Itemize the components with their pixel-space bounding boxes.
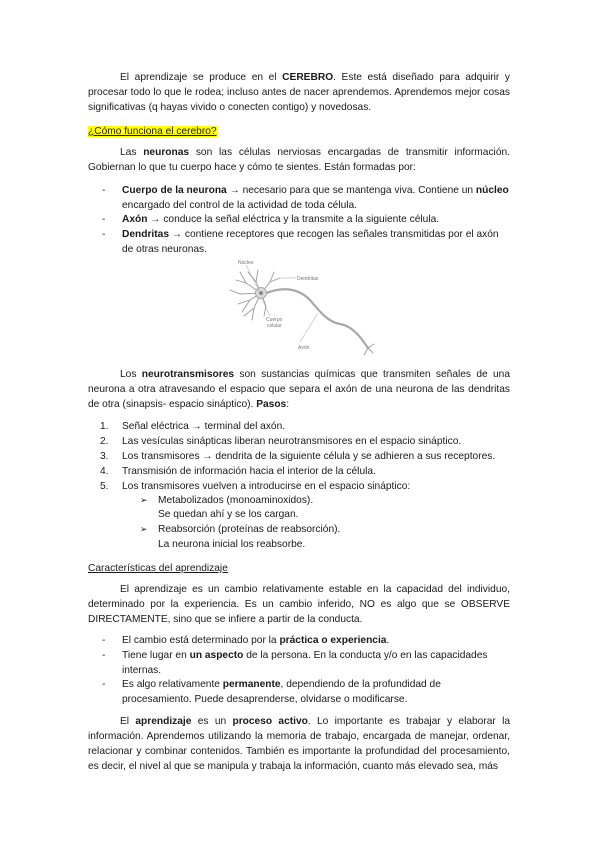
intro-text-2: . Este está diseñado para adquirir y procesar todo lo que le rodea; incluso antes de nacer aprendemos. Aprendemos mejor cosas significativas (q hayas vivido o conecten contigo) y novedosas. <box>88 72 510 113</box>
heading-caracteristicas <box>88 561 228 576</box>
feature-text-1: Tiene lugar en <box>122 650 190 661</box>
neurotrans-bold: neurotransmisores <box>141 369 235 380</box>
substep-line-2: La neurona inicial los reabsorbe. <box>158 539 306 550</box>
part-text: → necesario para que se mantenga viva. Contiene un <box>226 185 476 196</box>
part-text-2: encargado del control de la actividad de toda célula. <box>122 200 358 211</box>
part-bold-2: núcleo <box>475 185 509 196</box>
neuronas-text-1: Las <box>120 147 144 158</box>
part-text: → contiene receptores que recogen las señales transmitidas por el axón de otras neuronas. <box>122 229 499 255</box>
substep-item <box>140 522 510 537</box>
label-cuerpo: Cuerpo <box>266 317 283 323</box>
final-bold-proceso: proceso activo <box>232 716 308 727</box>
arrow-bullet-icon: ➢ <box>140 495 148 505</box>
part-bold: Axón <box>122 214 148 225</box>
feature-text-1: Es algo relativamente <box>122 679 223 690</box>
feature-item <box>102 633 510 648</box>
neuron-diagram <box>228 258 378 358</box>
neuronas-text-2: son las células nerviosas encargadas de transmitir información. Gobiernan lo que tu cuerpo hace y cómo te sientes. Están formadas por: <box>88 147 510 173</box>
heading-como-funciona <box>88 124 217 139</box>
intro-paragraph <box>88 70 510 115</box>
neurotrans-text-2: son sustancias químicas que transmiten señales de una neurona a otra atravesando el espacio que separa el axón de una neurona de las dendritas de otra (sinapsis- espacio sináptico). <box>88 369 511 410</box>
step-number: 3. <box>100 451 109 462</box>
final-text-3: . Lo importante es trabajar y elaborar la información. Aprendemos utilizando la memoria de trabajo, encargada de manejar, ordenar, relacionar y combinar contenidos. También es importante la profundidad del procesamiento, es decir, el nivel al que se manipula y trabaja la información, cuanto más elevado sea, más <box>88 716 511 772</box>
feature-item <box>102 677 510 707</box>
part-text: → conduce la señal eléctrica y la transmite a la siguiente célula. <box>147 214 440 225</box>
feature-bold: práctica o experiencia <box>279 635 387 646</box>
step-item <box>100 434 510 449</box>
feature-text-2: , dependiendo de la profundidad de procesamiento. Puede desaprenderse, olvidarse o modificarse. <box>122 679 441 705</box>
intro-bold-cerebro: CEREBRO <box>282 72 334 83</box>
list-item-dendritas <box>102 227 510 257</box>
step-text: Señal eléctrica → terminal del axón. <box>122 421 286 432</box>
list-bullet: - <box>102 229 106 240</box>
list-item-cuerpo <box>102 183 510 213</box>
list-bullet: - <box>102 635 106 646</box>
part-bold: Dendritas <box>122 229 169 240</box>
final-bold-aprendizaje: aprendizaje <box>135 716 192 727</box>
neurotransmisores-paragraph <box>88 367 510 412</box>
feature-text-1: El cambio está determinado por la <box>122 635 280 646</box>
list-bullet: - <box>102 185 106 196</box>
list-bullet: - <box>102 679 106 690</box>
step-number: 4. <box>100 466 109 477</box>
substep-line-2: Se quedan ahí y se los cargan. <box>158 509 299 520</box>
neurotrans-text-3: : <box>286 399 290 410</box>
step-number: 5. <box>100 481 109 492</box>
label-nucleo: Núcleo <box>238 260 254 266</box>
neurotrans-text-1: Los <box>120 369 142 380</box>
step-number: 1. <box>100 421 109 432</box>
list-bullet: - <box>102 650 106 661</box>
list-bullet: - <box>102 214 106 225</box>
step-number: 2. <box>100 436 109 447</box>
substep-item <box>140 493 510 508</box>
neuronas-paragraph <box>88 145 510 175</box>
step-text: Transmisión de información hacia el interior de la célula. <box>122 466 376 477</box>
feature-bold: permanente <box>222 679 281 690</box>
substep-note <box>158 507 510 522</box>
part-bold: Cuerpo de la neurona <box>122 185 227 196</box>
step-text: Las vesículas sinápticas liberan neurotransmisores en el espacio sináptico. <box>122 436 462 447</box>
neurotrans-bold-pasos: Pasos <box>256 399 287 410</box>
feature-bold: un aspecto <box>189 650 244 661</box>
list-item-axon <box>102 212 510 227</box>
step-item <box>100 479 510 494</box>
step-item <box>100 419 510 434</box>
substep-line-1: Reabsorción (proteínas de reabsorción). <box>158 524 341 535</box>
substep-note <box>158 537 510 552</box>
heading-caracteristicas-text: Características del aprendizaje <box>88 563 228 574</box>
step-text: Los transmisores vuelven a introducirse en el espacio sináptico: <box>122 481 411 492</box>
step-item <box>100 464 510 479</box>
final-text-1: El <box>120 716 136 727</box>
feature-text-2: . <box>386 635 390 646</box>
aprendizaje-paragraph: El aprendizaje es un cambio relativamente estable en la capacidad del individuo, determinado por la experiencia. Es un cambio inferido, NO es algo que se OBSERVE DIRECTAMENTE, sino que se infiere a partir de la conducta. <box>88 584 510 625</box>
nucleus-shape <box>259 291 263 295</box>
label-celular: celular <box>267 323 282 329</box>
feature-text-2: de la persona. En la conducta y/o en las capacidades internas. <box>122 650 488 676</box>
intro-text-1: El aprendizaje se produce en el <box>120 72 283 83</box>
substep-line-1: Metabolizados (monoaminoxidos). <box>158 495 314 506</box>
final-text-2: es un <box>191 716 233 727</box>
heading-como-funciona-text: ¿Cómo funciona el cerebro? <box>88 126 217 137</box>
label-dendritas: Dendritas <box>297 276 319 282</box>
step-text: Los transmisores → dendrita de la siguiente célula y se adhieren a sus receptores. <box>122 451 496 462</box>
step-item <box>100 449 510 464</box>
final-paragraph <box>88 714 510 774</box>
neuronas-bold: neuronas <box>143 147 190 158</box>
arrow-bullet-icon: ➢ <box>140 524 148 534</box>
feature-item <box>102 648 510 678</box>
label-axon: Axón <box>298 345 310 351</box>
